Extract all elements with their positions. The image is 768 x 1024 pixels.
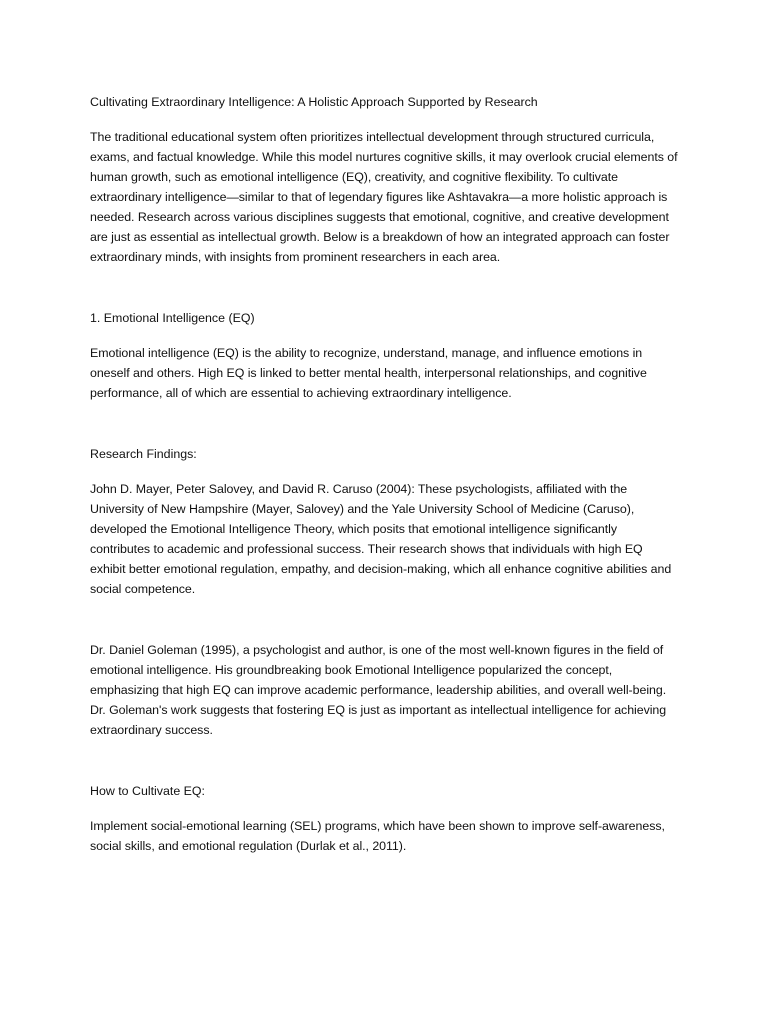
cultivate-eq-heading: How to Cultivate EQ: — [90, 784, 206, 798]
mayer-salovey-caruso-paragraph: John D. Mayer, Peter Salovey, and David R. Caruso (2004): These psychologists, affiliated with the University of New Hampshire (Mayer, Salovey) and the Yale University School of Medicine (Caruso), developed the Emotional Intelligence Theory, which posits that emotional intelligence significantly contributes to academic and professional success. Their research shows that individuals with high EQ exhibit better emotional regulation, empathy, and decision-making, which all enhance cognitive abilities and social competence. — [90, 482, 672, 596]
section-heading-eq: 1. Emotional Intelligence (EQ) — [90, 311, 255, 325]
eq-definition-paragraph: Emotional intelligence (EQ) is the ability to recognize, understand, manage, and influence emotions in oneself and others. High EQ is linked to better mental health, interpersonal relationships, and cognitive performance, all of which are essential to achieving extraordinary intelligence. — [90, 346, 647, 400]
intro-paragraph: The traditional educational system often prioritizes intellectual development through structured curricula, exams, and factual knowledge. While this model nurtures cognitive skills, it may overlook crucial elements of human growth, such as emotional intelligence (EQ), creativity, and cognitive flexibility. To cultivate extraordinary intelligence—similar to that of legendary figures like Ashtavakra—a more holistic approach is needed. Research across various disciplines suggests that emotional, cognitive, and creative development are just as essential as intellectual growth. Below is a breakdown of how an integrated approach can foster extraordinary minds, with insights from prominent researchers in each area. — [90, 130, 678, 264]
research-findings-heading: Research Findings: — [90, 447, 197, 461]
spacer — [90, 418, 678, 444]
goleman-paragraph: Dr. Daniel Goleman (1995), a psychologist and author, is one of the most well-known figures in the field of emotional intelligence. His groundbreaking book Emotional Intelligence popularized the concept, emphasizing that high EQ can improve academic performance, leadership abilities, and overall well-being. Dr. Goleman's work suggests that fostering EQ is just as important as intellectual intelligence for achieving extraordinary success. — [90, 643, 667, 737]
document-title: Cultivating Extraordinary Intelligence: A Holistic Approach Supported by Research — [90, 95, 538, 109]
spacer — [90, 282, 678, 308]
spacer — [90, 755, 678, 781]
sel-program-paragraph: Implement social-emotional learning (SEL) programs, which have been shown to improve self-awareness, social skills, and emotional regulation (Durlak et al., 2011). — [90, 819, 665, 853]
spacer — [90, 614, 678, 640]
